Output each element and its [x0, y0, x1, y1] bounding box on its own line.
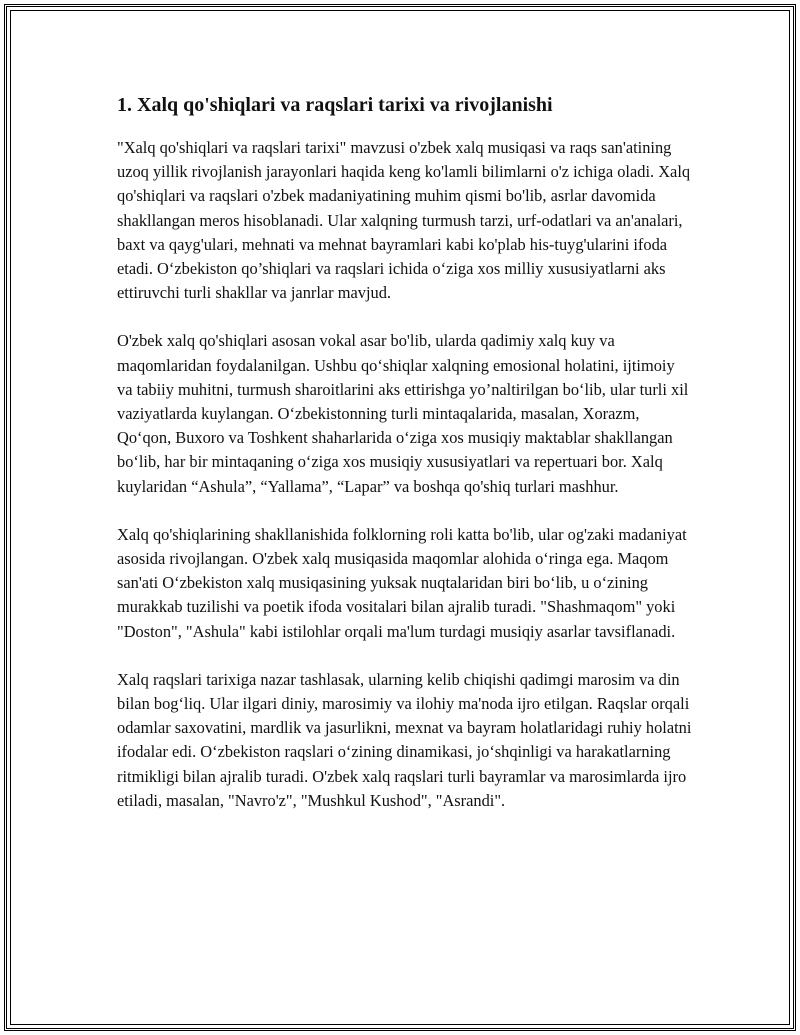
paragraph-4: Xalq raqslari tarixiga nazar tashlasak, ularning kelib chiqishi qadimgi marosim va din bilan bog‘liq. Ular ilgari diniy, marosimiy va ilohiy ma'noda ijro etilgan. Raqslar orqali odamlar saxovatini, mardlik va jasurlikni, mexnat va bayram holatlaridagi ruhiy holatni ifodalar edi. O‘zbekiston raqslari o‘zining dinamikasi, jo‘shqinligi va harakatlarning ritmikligi bilan ajralib turadi. O'zbek xalq raqslari turli bayramlar va marosimlarda ijro etiladi, masalan, "Navro'z", "Mushkul Kushod", "Asrandi". — [117, 669, 692, 810]
section-heading: 1. Xalq qo'shiqlari va raqslari tarixi va rivojlanishi — [117, 94, 553, 116]
paragraph-1: "Xalq qo'shiqlari va raqslari tarixi" mavzusi o'zbek xalq musiqasi va raqs san'atining uzoq yillik rivojlanish jarayonlari haqida keng ko'lamli bilimlarni o'z ichiga oladi. Xalq qo'shiqlari va raqslari o'zbek madaniyatining muhim qismi bo'lib, asrlar davomida shakllangan meros hisoblanadi. Ular xalqning turmush tarzi, urf-odatlari va an'analari, baxt va qayg'ulari, mehnati va mehnat bayramlari kabi ko'plab his-tuyg'ularini ifoda etadi. O‘zbekiston qo’shiqlari va raqslari ichida o‘ziga xos milliy xususiyatlarni aks ettiruvchi turli shakllar va janrlar mavjud. — [117, 138, 691, 303]
document-body — [117, 92, 692, 837]
paragraph-3: Xalq qo'shiqlarining shakllanishida folklorning roli katta bo'lib, ular og'zaki madaniyat asosida rivojlangan. O'zbek xalq musiqasida maqomlar alohida o‘ringa ega. Maqom san'ati O‘zbekiston xalq musiqasining yuksak nuqtalaridan biri bo‘lib, u o‘zining murakkab tuzilishi va poetik ifoda vositalari bilan ajralib turadi. "Shashmaqom" yoki "Doston", "Ashula" kabi istilohlar orqali ma'lum turdagi musiqiy asarlar tavsiflanadi. — [117, 524, 687, 641]
paragraph-2: O'zbek xalq qo'shiqlari asosan vokal asar bo'lib, ularda qadimiy xalq kuy va maqomlaridan foydalanilgan. Ushbu qo‘shiqlar xalqning emosional holatini, ijtimoiy va tabiiy muhitni, turmush sharoitlarini aks ettirishga yo’naltirilgan bo‘lib, ular turli xil vaziyatlarda kuylangan. O‘zbekistonning turli mintaqalarida, masalan, Xorazm, Qo‘qon, Buxoro va Toshkent shaharlarida o‘ziga xos musiqiy maktablar shakllangan bo‘lib, har bir mintaqaning o‘ziga xos musiqiy xususiyatlari va repertuari bor. Xalq kuylaridan “Ashula”, “Yallama”, “Lapar” va boshqa qo'shiq turlari mashhur. — [117, 331, 689, 496]
